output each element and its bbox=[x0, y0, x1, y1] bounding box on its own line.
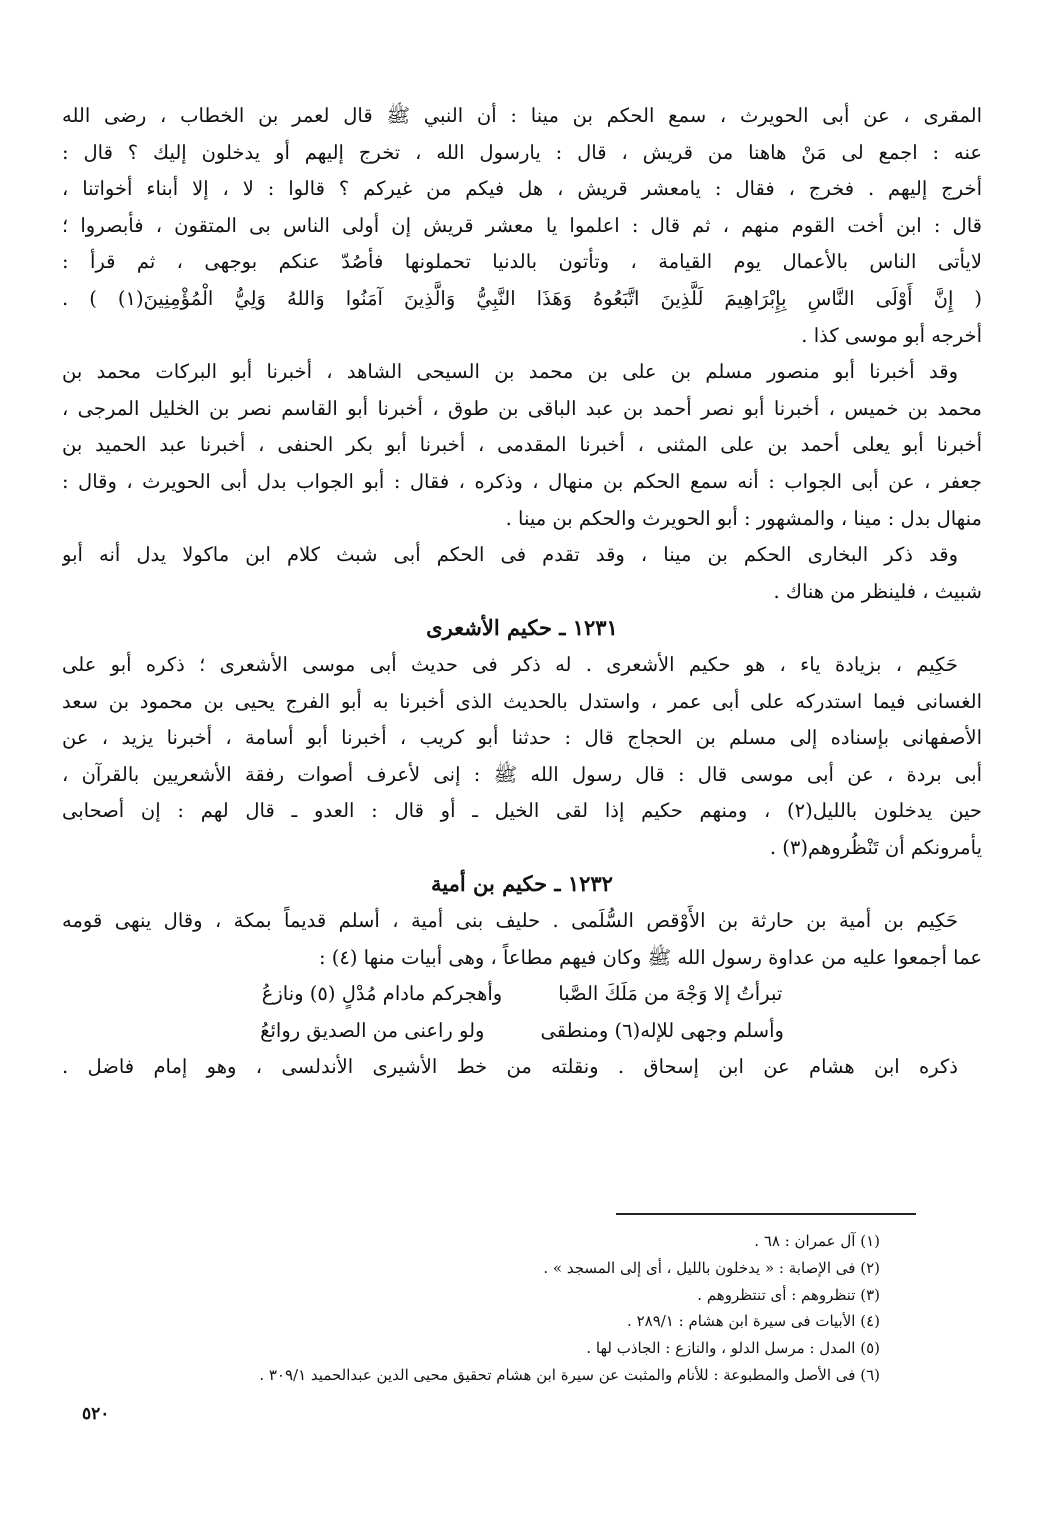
verse-second-hemistich: وأهجركم مادام مُدْلٍ (٥) ونازعُ bbox=[261, 982, 503, 1006]
body-line: جعفر ، عن أبى الجواب : أنه سمع الحكم بن منهال ، وذكره ، فقال : أبو الجواب بدل أبى الحويرث ، وقال : bbox=[62, 469, 982, 493]
body-line: وقد أخبرنا أبو منصور مسلم بن على بن محمد بن السيحى الشاهد ، أخبرنا أبو البركات محمد بن bbox=[62, 360, 958, 384]
entry-heading-1232: ١٢٣٢ ـ حكيم بن أمية bbox=[431, 871, 613, 897]
quran-verse-line: ( إِنَّ أَوْلَى النَّاسِ بِإِبْرَاهِيمَ لَلَّذِينَ اتَّبَعُوهُ وَهَذَا النَّبِيُّ وَالَّذِينَ آمَنُوا وَاللهُ وَلِيُّ الْمُؤْمِنِينَ(١) ) . bbox=[62, 286, 982, 310]
body-line: قال : ابن أخت القوم منهم ، ثم قال : اعلموا يا معشر قريش إن أولى الناس بى المتقون ، فأبصروا ؛ bbox=[62, 213, 982, 237]
body-line: محمد بن خميس ، أخبرنا أبو نصر أحمد بن عبد الباقى بن طوق ، أخبرنا أبو القاسم نصر بن الخليل المرجى ، bbox=[62, 396, 982, 420]
footnote: (٣) تنظروهم : أى تنتظروهم . bbox=[697, 1285, 880, 1304]
body-line: حَكِيم بن أمية بن حارثة بن الأَوْقص السُّلَمى . حليف بنى أمية ، أسلم قديماً بمكة ، وقال ينهى قومه bbox=[62, 909, 958, 933]
body-line: المقرى ، عن أبى الحويرث ، سمع الحكم بن مينا : أن النبي ﷺ قال لعمر بن الخطاب ، رضى الله bbox=[62, 104, 982, 127]
body-line: عنه : اجمع لى مَنْ هاهنا من قريش ، قال : يارسول الله ، تخرج إليهم أو يدخلون إليك ؟ قال : bbox=[62, 140, 982, 164]
verse-second-hemistich: ولو راعنى من الصديق روائعُ bbox=[260, 1018, 485, 1042]
verse-first-hemistich: وأسلم وجهى للإله(٦) ومنطقى bbox=[540, 1018, 784, 1042]
body-line: أبى بردة ، عن أبى موسى قال : قال رسول الله ﷺ : إنى لأعرف أصوات رفقة الأشعريين بالقرآن ، bbox=[62, 762, 982, 786]
footnote: (٢) فى الإصابة : « يدخلون بالليل ، أى إلى المسجد » . bbox=[543, 1258, 880, 1277]
body-line: أخرج إليهم . فخرج ، فقال : يامعشر قريش ، هل فيكم من غيركم ؟ قالوا : لا ، إلا أبناء أخواتنا ، bbox=[62, 177, 982, 201]
body-line: الغسانى فيما استدركه على أبى عمر ، واستدل بالحديث الذى أخبرنا به أبو الفرج يحيى بن محمود بن سعد bbox=[62, 689, 982, 713]
body-line: ذكره ابن هشام عن ابن إسحاق . ونقلته من خط الأشيرى الأندلسى ، وهو إمام فاضل . bbox=[62, 1055, 958, 1079]
body-line: لايأتى الناس بالأعمال يوم القيامة ، وتأتون بالدنيا تحملونها فأصُدّ عنكم بوجهى ، ثم قرأ : bbox=[62, 250, 982, 274]
body-line: يأمرونكم أن تَنْظُروهم(٣) . bbox=[769, 835, 982, 859]
footnote: (٤) الأبيات فى سيرة ابن هشام : ٢٨٩/١ . bbox=[627, 1312, 880, 1331]
page-number: ٥٢٠ bbox=[82, 1404, 110, 1424]
body-line: شبيث ، فلينظر من هناك . bbox=[773, 579, 982, 603]
body-line: حَكِيم ، بزيادة ياء ، هو حكيم الأشعرى . له ذكر فى حديث أبى موسى الأشعرى ؛ ذكره أبو على bbox=[62, 652, 958, 676]
poem-verse bbox=[62, 1013, 982, 1050]
verse-first-hemistich: تبرأتُ إلا وَجْهَ من مَلَكَ الصَّبا bbox=[558, 982, 783, 1006]
body-line: حين يدخلون بالليل(٢) ، ومنهم حكيم إذا لقى الخيل ـ أو قال : العدو ـ قال لهم : إن أصحابى bbox=[62, 799, 982, 823]
footnote-divider bbox=[616, 1213, 916, 1215]
page-body bbox=[62, 98, 982, 1086]
footnote: (٦) فى الأصل والمطبوعة : للأنام والمثبت عن سيرة ابن هشام تحقيق محيى الدين عبدالحميد ٣٠٩/١ . bbox=[259, 1365, 880, 1384]
footnote: (١) آل عمران : ٦٨ . bbox=[754, 1232, 880, 1250]
poem-verse bbox=[62, 976, 982, 1013]
body-line: منهال بدل : مينا ، والمشهور : أبو الحويرث والحكم بن مينا . bbox=[505, 506, 982, 530]
body-line: عما أجمعوا عليه من عداوة رسول الله ﷺ وكان فيهم مطاعاً ، وهى أبيات منها (٤) : bbox=[318, 945, 982, 969]
body-line: أخبرنا أبو يعلى أحمد بن على المثنى ، أخبرنا المقدمى ، أخبرنا أبو بكر الحنفى ، أخبرنا عبد الحميد بن bbox=[62, 433, 982, 457]
footnote: (٥) المدل : مرسل الدلو ، والنازع : الجاذب لها . bbox=[586, 1339, 880, 1358]
footnotes bbox=[120, 1228, 880, 1389]
body-line: أخرجه أبو موسى كذا . bbox=[801, 323, 982, 347]
body-line: وقد ذكر البخارى الحكم بن مينا ، وقد تقدم فى الحكم أبى شبث كلام ابن ماكولا يدل أنه أبو bbox=[62, 543, 958, 567]
entry-heading-1231: ١٢٣١ ـ حكيم الأشعرى bbox=[426, 615, 618, 641]
body-line: الأصفهانى بإسناده إلى مسلم بن الحجاج قال : حدثنا أبو كريب ، أخبرنا أبو أسامة ، أخبرنا يزيد ، عن bbox=[62, 726, 982, 750]
